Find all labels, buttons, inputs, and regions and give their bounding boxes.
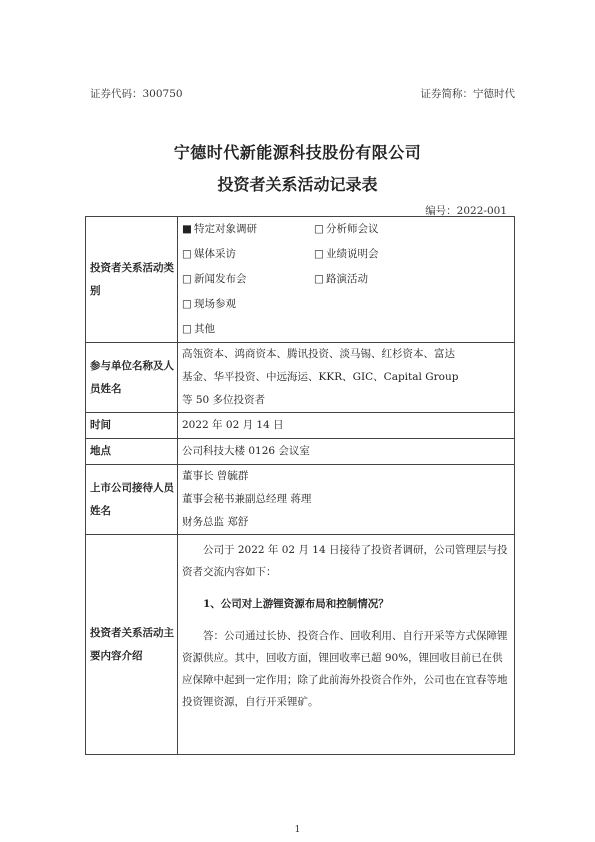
activity-type-label: 投资者关系活动类别 xyxy=(86,217,178,343)
option-roadshow xyxy=(314,267,464,292)
checkbox-empty: □ xyxy=(182,248,192,260)
participants-line: 高瓴资本、鸿商资本、腾讯投资、淡马锡、红杉资本、富达 xyxy=(182,348,455,360)
stock-info-line xyxy=(90,86,515,101)
row-location xyxy=(86,439,515,465)
participants-label: 参与单位名称及人员姓名 xyxy=(86,343,178,413)
receptionists-label: 上市公司接待人员姓名 xyxy=(86,465,178,535)
checkbox-empty: □ xyxy=(314,273,324,285)
checkbox-empty: □ xyxy=(182,298,192,310)
option-label: 现场参观 xyxy=(194,298,236,310)
main-content-label: 投资者关系活动主要内容介绍 xyxy=(86,535,178,755)
checkbox-empty: □ xyxy=(314,248,324,260)
option-label: 新闻发布会 xyxy=(194,273,247,285)
participants-line: 等 50 多位投资者 xyxy=(182,394,266,406)
record-title: 投资者关系活动记录表 xyxy=(217,175,378,194)
document-number: 编号：2022-001 xyxy=(425,205,507,217)
receptionist-line: 董事会秘书兼副总经理 蒋理 xyxy=(182,493,312,505)
row-activity-type xyxy=(86,217,515,343)
option-other xyxy=(182,317,314,342)
participants-value xyxy=(178,343,515,413)
receptionists-value xyxy=(178,465,515,535)
option-label: 其他 xyxy=(194,323,215,335)
option-label: 特定对象调研 xyxy=(194,223,257,235)
option-earnings-call xyxy=(314,242,464,267)
checkbox-empty: □ xyxy=(182,323,192,335)
activity-type-options xyxy=(178,217,515,343)
option-label: 分析师会议 xyxy=(326,223,379,235)
option-label: 媒体采访 xyxy=(194,248,236,260)
participants-line: 基金、华平投资、中远海运、KKR、GIC、Capital Group xyxy=(182,371,459,383)
company-title: 宁德时代新能源科技股份有限公司 xyxy=(173,143,422,162)
time-value: 2022 年 02 月 14 日 xyxy=(178,413,515,439)
main-content-value xyxy=(178,535,515,755)
option-site-visit xyxy=(182,292,314,317)
checkbox-empty: □ xyxy=(182,273,192,285)
page-number: 1 xyxy=(294,825,301,835)
receptionist-line: 财务总监 郑舒 xyxy=(182,516,249,528)
location-value: 公司科技大楼 0126 会议室 xyxy=(178,439,515,465)
record-table xyxy=(85,216,515,755)
row-participants xyxy=(86,343,515,413)
option-specific-research xyxy=(182,217,314,242)
receptionist-line: 董事长 曾毓群 xyxy=(182,470,249,482)
checkbox-checked: ■ xyxy=(182,223,192,235)
row-time xyxy=(86,413,515,439)
answer-paragraph: 答：公司通过长协、投资合作、回收利用、自行开采等方式保障锂资源供应。其中，回收方面，锂回收率已超 90%，锂回收目前已在供应保障中起到一定作用；除了此前海外投资合作外，公司也在宜春等地投资锂资源，自行开采锂矿。 xyxy=(182,630,508,708)
row-main-content xyxy=(86,535,515,755)
location-label: 地点 xyxy=(86,439,178,465)
option-media-interview xyxy=(182,242,314,267)
intro-paragraph: 公司于 2022 年 02 月 14 日接待了投资者调研，公司管理层与投资者交流内容如下： xyxy=(182,544,508,578)
time-label: 时间 xyxy=(86,413,178,439)
option-label: 路演活动 xyxy=(326,273,368,285)
stock-abbreviation: 证券简称：宁德时代 xyxy=(420,88,515,100)
option-label: 业绩说明会 xyxy=(326,248,379,260)
row-receptionists xyxy=(86,465,515,535)
option-analyst-meeting xyxy=(314,217,464,242)
option-press-conference xyxy=(182,267,314,292)
checkbox-empty: □ xyxy=(314,223,324,235)
question-heading: 1、公司对上游锂资源布局和控制情况？ xyxy=(203,598,389,610)
stock-code: 证券代码：300750 xyxy=(90,88,183,100)
